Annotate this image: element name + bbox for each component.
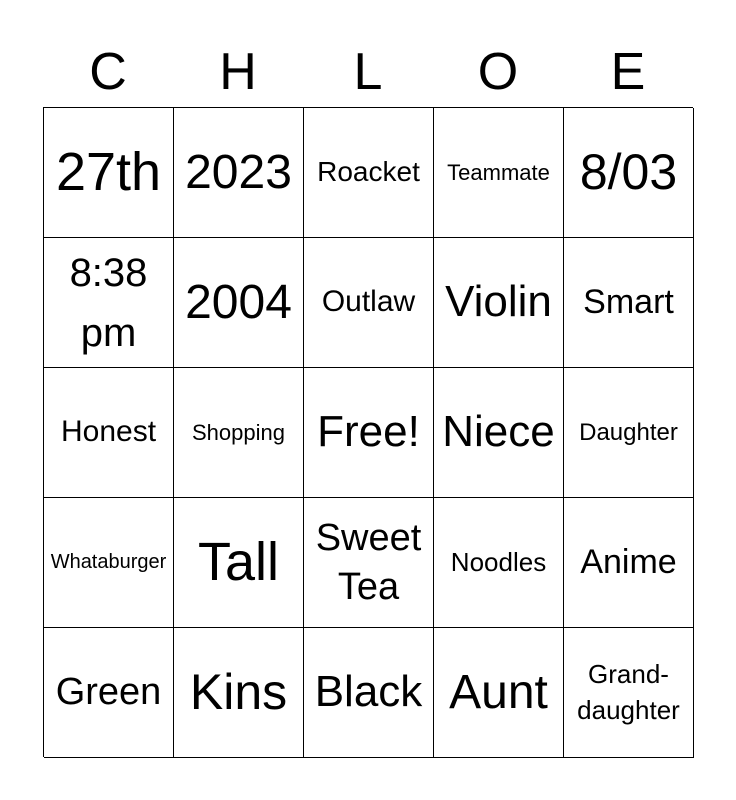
cell-label: Teammate: [447, 159, 550, 185]
cell-label: Sweet Tea: [315, 516, 422, 608]
cell-label: Violin: [445, 277, 552, 327]
cell-label: 2004: [185, 275, 292, 329]
bingo-cell[interactable]: [304, 108, 434, 238]
cell-label: Aunt: [449, 665, 548, 719]
bingo-cell[interactable]: [174, 368, 304, 498]
bingo-cell[interactable]: [434, 368, 564, 498]
bingo-board: [43, 107, 693, 757]
cell-label: Shopping: [192, 419, 285, 445]
cell-label: Niece: [442, 407, 555, 457]
header-letter-e: E: [610, 43, 646, 101]
bingo-cell[interactable]: [564, 108, 694, 238]
bingo-cell[interactable]: [44, 108, 174, 238]
bingo-cell[interactable]: [174, 498, 304, 628]
cell-label: Kins: [189, 663, 288, 720]
bingo-cell[interactable]: [304, 628, 434, 758]
bingo-cell[interactable]: [434, 628, 564, 758]
cell-label: Anime: [580, 542, 677, 581]
cell-label: Outlaw: [321, 285, 416, 319]
bingo-cell[interactable]: [564, 238, 694, 368]
cell-label: 2023: [185, 145, 292, 199]
bingo-cell[interactable]: [304, 498, 434, 628]
cell-label: Honest: [60, 415, 157, 449]
bingo-cell[interactable]: [174, 238, 304, 368]
header-letter-h: H: [219, 43, 257, 101]
bingo-cell[interactable]: [564, 498, 694, 628]
bingo-cell[interactable]: [174, 108, 304, 238]
bingo-cell[interactable]: [44, 628, 174, 758]
cell-label: Grand-daughter: [577, 659, 680, 725]
cell-label: Smart: [583, 282, 674, 321]
bingo-cell[interactable]: [174, 628, 304, 758]
cell-label: Black: [314, 667, 423, 717]
bingo-cell[interactable]: [44, 498, 174, 628]
bingo-cell[interactable]: [434, 498, 564, 628]
bingo-header: [43, 36, 693, 108]
cell-label: Roacket: [317, 156, 420, 188]
bingo-cell[interactable]: [564, 628, 694, 758]
cell-label: Daughter: [579, 418, 678, 446]
cell-label: Noodles: [450, 546, 547, 577]
bingo-cell[interactable]: [434, 108, 564, 238]
header-letter-c: C: [89, 43, 127, 101]
cell-label: Green: [55, 671, 162, 714]
bingo-cell[interactable]: [304, 238, 434, 368]
header-letter-o: O: [477, 43, 519, 101]
cell-label: 27th: [55, 142, 162, 203]
bingo-cell[interactable]: [44, 238, 174, 368]
header-letter-l: L: [353, 43, 383, 101]
cell-label: 8:38 pm: [69, 250, 148, 355]
cell-label: 8/03: [579, 143, 678, 200]
cell-label: Free!: [317, 407, 420, 457]
bingo-cell[interactable]: [434, 238, 564, 368]
bingo-cell free-space[interactable]: [304, 368, 434, 498]
bingo-cell[interactable]: [44, 368, 174, 498]
bingo-cell[interactable]: [564, 368, 694, 498]
cell-label: Tall: [197, 532, 280, 593]
cell-label: Whataburger: [50, 551, 167, 573]
